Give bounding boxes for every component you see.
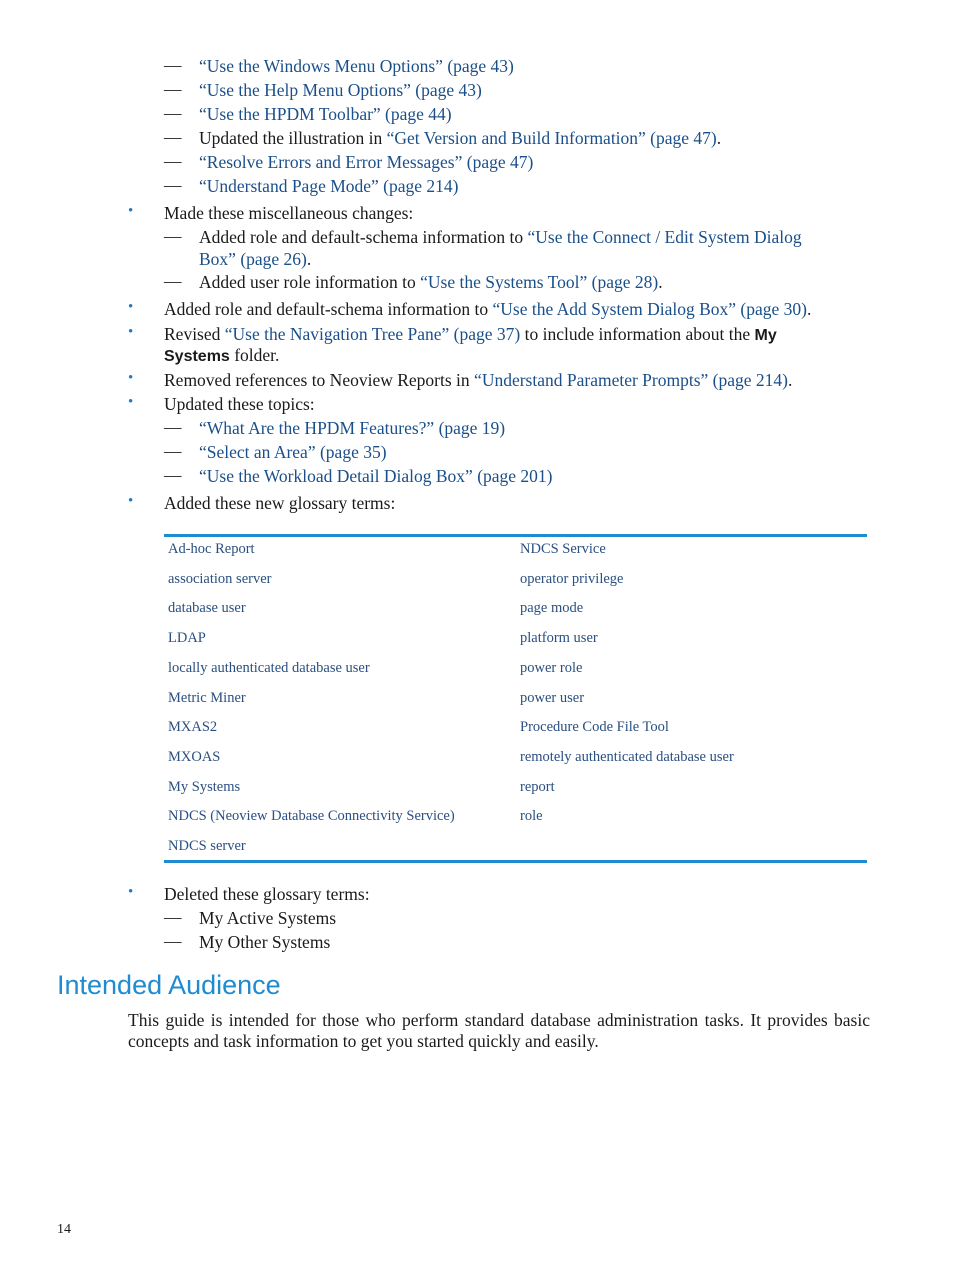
table-bottom-rule <box>164 860 867 863</box>
misc-sub2-link[interactable]: “Use the Systems Tool” (page 28) <box>420 272 659 292</box>
top-dash-item <box>199 103 452 125</box>
dash-item-link[interactable]: “Use the Help Menu Options” (page 43) <box>199 80 482 100</box>
glossary-term: locally authenticated database user <box>168 659 370 676</box>
dash-item-link[interactable]: “Get Version and Build Information” (page 47) <box>386 128 717 148</box>
updated-item[interactable]: “What Are the HPDM Features?” (page 19) <box>199 418 506 438</box>
bullet-marker: • <box>128 394 134 410</box>
misc-sub2-pre: Added user role information to <box>199 272 421 292</box>
top-dash-item <box>199 175 459 197</box>
page-number: 14 <box>57 1222 71 1237</box>
add-role-pre: Added role and default-schema information to <box>164 299 493 319</box>
glossary-term: NDCS Service <box>520 541 606 557</box>
dash-marker: — <box>164 79 182 99</box>
top-dash-item <box>199 151 533 173</box>
misc-lead: Made these miscellaneous changes: <box>164 203 414 223</box>
top-dash-item <box>199 79 482 101</box>
add-role-link[interactable]: “Use the Add System Dialog Box” (page 30) <box>492 299 807 319</box>
glossary-term: power user <box>520 689 585 706</box>
deleted-item: My Other Systems <box>199 932 331 952</box>
misc-sub1-line1 <box>199 226 802 248</box>
glossary-term: power role <box>520 659 583 676</box>
glossary-term: role <box>520 808 543 825</box>
glossary-term: NDCS server <box>168 838 246 854</box>
glossary-term: MXAS2 <box>168 719 218 736</box>
glossary-term: My Systems <box>168 778 241 795</box>
section-heading: Intended Audience <box>57 970 281 1000</box>
misc-sub2-post: . <box>658 272 663 292</box>
dash-item-link[interactable]: “Understand Page Mode” (page 214) <box>199 176 459 196</box>
glossary-term: Ad-hoc Report <box>168 541 255 557</box>
dash-marker: — <box>164 441 182 461</box>
glossary-term: Metric Miner <box>168 689 246 706</box>
revised-bold-b: Systems <box>164 348 230 365</box>
glossary-term: report <box>520 778 555 795</box>
dash-marker: — <box>164 103 182 123</box>
dash-item-link[interactable]: “Resolve Errors and Error Messages” (page 47) <box>199 152 534 172</box>
revised-pre: Revised <box>164 324 225 344</box>
dash-marker: — <box>164 55 182 75</box>
bullet-revised-line2 <box>164 344 279 368</box>
bullet-marker: • <box>128 299 134 315</box>
bullet-removed <box>164 369 792 391</box>
deleted-lead: Deleted these glossary terms: <box>164 884 370 904</box>
dash-marker: — <box>164 271 182 291</box>
revised-post: folder. <box>229 345 280 365</box>
glossary-term: remotely authenticated database user <box>520 748 734 765</box>
dash-marker: — <box>164 175 182 195</box>
dash-marker: — <box>164 151 182 171</box>
glossary-term: association server <box>168 570 272 587</box>
updated-item[interactable]: “Select an Area” (page 35) <box>199 442 387 462</box>
bullet-add-role <box>164 298 811 320</box>
updated-item[interactable]: “Use the Workload Detail Dialog Box” (page 201) <box>199 466 553 486</box>
glossary-term: page mode <box>520 600 584 617</box>
dash-marker: — <box>164 907 182 927</box>
table-top-rule <box>164 534 867 537</box>
glossary-term: LDAP <box>168 630 206 647</box>
revised-bold-a: My <box>754 327 777 344</box>
glossary-term: MXOAS <box>168 748 221 765</box>
bullet-marker: • <box>128 493 134 509</box>
revised-mid: to include information about the <box>520 324 755 344</box>
misc-sub2 <box>199 271 663 293</box>
dash-marker: — <box>164 417 182 437</box>
glossary-term: database user <box>168 600 246 617</box>
bullet-marker: • <box>128 324 134 340</box>
top-dash-item <box>199 127 721 149</box>
add-role-post: . <box>806 299 812 319</box>
misc-sub1-line2 <box>199 248 311 270</box>
top-dash-item <box>199 55 514 77</box>
bullet-marker: • <box>128 203 134 219</box>
glossary-term: operator privilege <box>520 570 624 587</box>
glossary-added-lead: Added these new glossary terms: <box>164 493 396 513</box>
misc-sub1-link-b[interactable]: Box” (page 26) <box>199 249 307 269</box>
misc-sub1-post: . <box>306 249 312 269</box>
dash-marker: — <box>164 465 182 485</box>
glossary-term: Procedure Code File Tool <box>520 719 669 736</box>
dash-item-pre: Updated the illustration in <box>199 128 387 148</box>
revised-link[interactable]: “Use the Navigation Tree Pane” (page 37) <box>224 324 521 344</box>
dash-marker: — <box>164 931 182 951</box>
removed-post: . <box>787 370 793 390</box>
dash-item-post: . <box>716 128 722 148</box>
bullet-marker: • <box>128 370 134 386</box>
dash-marker: — <box>164 127 182 147</box>
dash-item-link[interactable]: “Use the Windows Menu Options” (page 43) <box>199 56 514 76</box>
dash-item-link[interactable]: “Use the HPDM Toolbar” (page 44) <box>199 104 452 124</box>
section-paragraph: This guide is intended for those who perform standard database administration tasks. It provides basic concepts and task information to get you started quickly and easily. <box>128 1010 870 1051</box>
removed-pre: Removed references to Neoview Reports in <box>164 370 475 390</box>
dash-marker: — <box>164 226 182 246</box>
misc-sub1-link-a[interactable]: “Use the Connect / Edit System Dialog <box>527 227 802 247</box>
glossary-term: platform user <box>520 630 598 647</box>
bullet-marker: • <box>128 884 134 900</box>
glossary-term: NDCS (Neoview Database Connectivity Service) <box>168 808 455 825</box>
deleted-item: My Active Systems <box>199 908 337 928</box>
updated-lead: Updated these topics: <box>164 394 315 414</box>
misc-sub1-pre: Added role and default-schema information to <box>199 227 528 247</box>
removed-link[interactable]: “Understand Parameter Prompts” (page 214) <box>474 370 788 390</box>
